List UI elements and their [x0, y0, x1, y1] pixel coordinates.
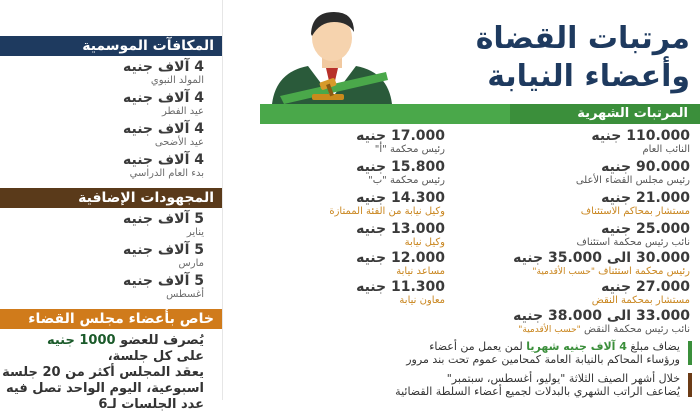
council-header	[0, 309, 222, 329]
note-marker	[688, 341, 692, 365]
salary-item	[270, 191, 445, 218]
salary-item	[270, 280, 445, 307]
salary-label: وكيل نيابة	[404, 237, 445, 248]
salary-item	[440, 309, 690, 336]
seasonal-item	[0, 91, 222, 118]
extra-amount: 5 آلاف جنيه	[123, 211, 204, 227]
note-line	[260, 340, 680, 353]
seasonal-amount: 4 آلاف جنيه	[123, 90, 204, 106]
title-block	[360, 20, 690, 96]
council-line: على كل جلسة،	[107, 349, 204, 364]
salary-label: رئيس مجلس القضاء الأعلى	[575, 175, 690, 186]
salary-amount: 110.000 جنيه	[591, 128, 690, 144]
extra-label: مارس	[178, 258, 204, 269]
salary-item	[500, 160, 690, 187]
extra-item	[0, 243, 222, 270]
page-subtitle: وأعضاء النيابة	[487, 59, 690, 94]
monthly-salaries-label: المرتبات الشهرية	[510, 104, 700, 124]
note-text: لمن يعمل من أعضاء	[429, 340, 527, 353]
council-line: عدد الجلسات لـ6	[98, 397, 204, 412]
seasonal-label: المولد النبوي	[150, 75, 204, 86]
seasonal-item	[0, 60, 222, 87]
seasonal-item	[0, 153, 222, 180]
salary-item	[500, 129, 690, 156]
seasonal-amount: 4 آلاف جنيه	[123, 121, 204, 137]
extra-efforts-title: المجهودات الإضافية	[78, 190, 214, 206]
note-marker	[688, 373, 692, 397]
extra-label: يناير	[186, 227, 204, 238]
seniority-note: "حسب الأقدمية"	[518, 325, 581, 335]
council-amount: 1000 جنيه	[46, 333, 116, 348]
salary-item	[270, 222, 445, 249]
salary-amount: 25.000 جنيه	[601, 221, 690, 237]
council-title: خاص بأعضاء مجلس القضاء	[28, 311, 214, 327]
salary-amount: 27.000 جنيه	[601, 279, 690, 295]
note-highlight: 4 آلاف جنيه شهريا	[526, 340, 627, 353]
council-text	[0, 333, 222, 413]
council-line	[0, 333, 222, 349]
note-line: خلال أشهر الصيف الثلاثة "يوليو، أغسطس، سبتمبر"	[446, 372, 680, 385]
salary-amount: 13.000 جنيه	[356, 221, 445, 237]
council-line: يعقد المجلس أكثر من 20 جلسة	[2, 365, 204, 380]
salary-amount: 11.300 جنيه	[356, 279, 445, 295]
extra-item	[0, 274, 222, 301]
salary-item	[500, 280, 690, 307]
left-column	[0, 0, 223, 412]
seasonal-amount: 4 آلاف جنيه	[123, 152, 204, 168]
salary-label: مساعد نيابة	[396, 266, 445, 277]
salary-label: مستشار بمحاكم الاستئناف	[580, 206, 690, 217]
salary-amount: 17.000 جنيه	[356, 128, 445, 144]
notes-block	[260, 340, 692, 398]
seasonal-bonuses-header	[0, 36, 222, 56]
salary-amount: 90.000 جنيه	[601, 159, 690, 175]
salary-item	[270, 160, 445, 187]
salary-item	[460, 251, 690, 278]
page-title: مرتبات القضاة	[475, 21, 690, 56]
salary-amount: 15.800 جنيه	[356, 159, 445, 175]
salary-label: وكيل نيابة من الفئة الممتازة	[329, 206, 445, 217]
salary-label: مستشار بمحكمة النقض	[591, 295, 690, 306]
salary-amount: 14.300 جنيه	[356, 190, 445, 206]
salary-label: رئيس محكمة "ب"	[368, 175, 445, 186]
salary-label-text: نائب رئيس محكمة النقض	[584, 324, 690, 335]
salary-label: معاون نيابة	[399, 295, 445, 306]
note-line: يُضاعف الراتب الشهري بالبدلات لجميع أعضاء السلطة القضائية	[395, 385, 680, 398]
salary-label	[440, 324, 690, 336]
salary-amount: 30.000 الى 35.000 جنيه	[513, 250, 690, 266]
note-text: يضاف مبلغ	[626, 340, 680, 353]
extra-amount: 5 آلاف جنيه	[123, 242, 204, 258]
note-line: ورؤساء المحاكم بالنيابة العامة كمحامين عموم تحت بند مرور	[406, 353, 680, 366]
salary-item	[270, 129, 445, 156]
salary-label	[460, 266, 690, 278]
seasonal-item	[0, 122, 222, 149]
salary-item	[500, 191, 690, 218]
extra-efforts-header	[0, 188, 222, 208]
council-line: اسبوعية، اليوم الواحد تصل فيه	[6, 381, 204, 396]
salary-item	[270, 251, 445, 278]
salary-label: نائب رئيس محكمة استئناف	[576, 237, 690, 248]
salary-amount: 33.000 الى 38.000 جنيه	[513, 308, 690, 324]
note-summer	[260, 372, 692, 398]
seasonal-amount: 4 آلاف جنيه	[123, 59, 204, 75]
seasonal-label: بدء العام الدراسي	[129, 168, 204, 179]
seasonal-bonuses-title: المكافآت الموسمية	[82, 38, 214, 54]
salary-item	[500, 222, 690, 249]
salary-label: رئيس محكمة "أ"	[374, 144, 445, 155]
salary-amount: 12.000 جنيه	[356, 250, 445, 266]
salary-label: النائب العام	[642, 144, 690, 155]
salary-label-text: رئيس محكمة استئناف	[598, 266, 690, 277]
seasonal-label: عيد الأضحى	[154, 137, 204, 148]
seasonal-label: عيد الفطر	[161, 106, 204, 117]
council-line1-pre: يُصرف للعضو	[115, 333, 204, 348]
extra-amount: 5 آلاف جنيه	[123, 273, 204, 289]
extra-item	[0, 212, 222, 239]
extra-label: أغسطس	[166, 289, 204, 300]
gavel-icon	[306, 76, 350, 102]
seniority-note: "حسب الأقدمية"	[532, 267, 595, 277]
note-allowance	[260, 340, 692, 366]
salary-amount: 21.000 جنيه	[601, 190, 690, 206]
